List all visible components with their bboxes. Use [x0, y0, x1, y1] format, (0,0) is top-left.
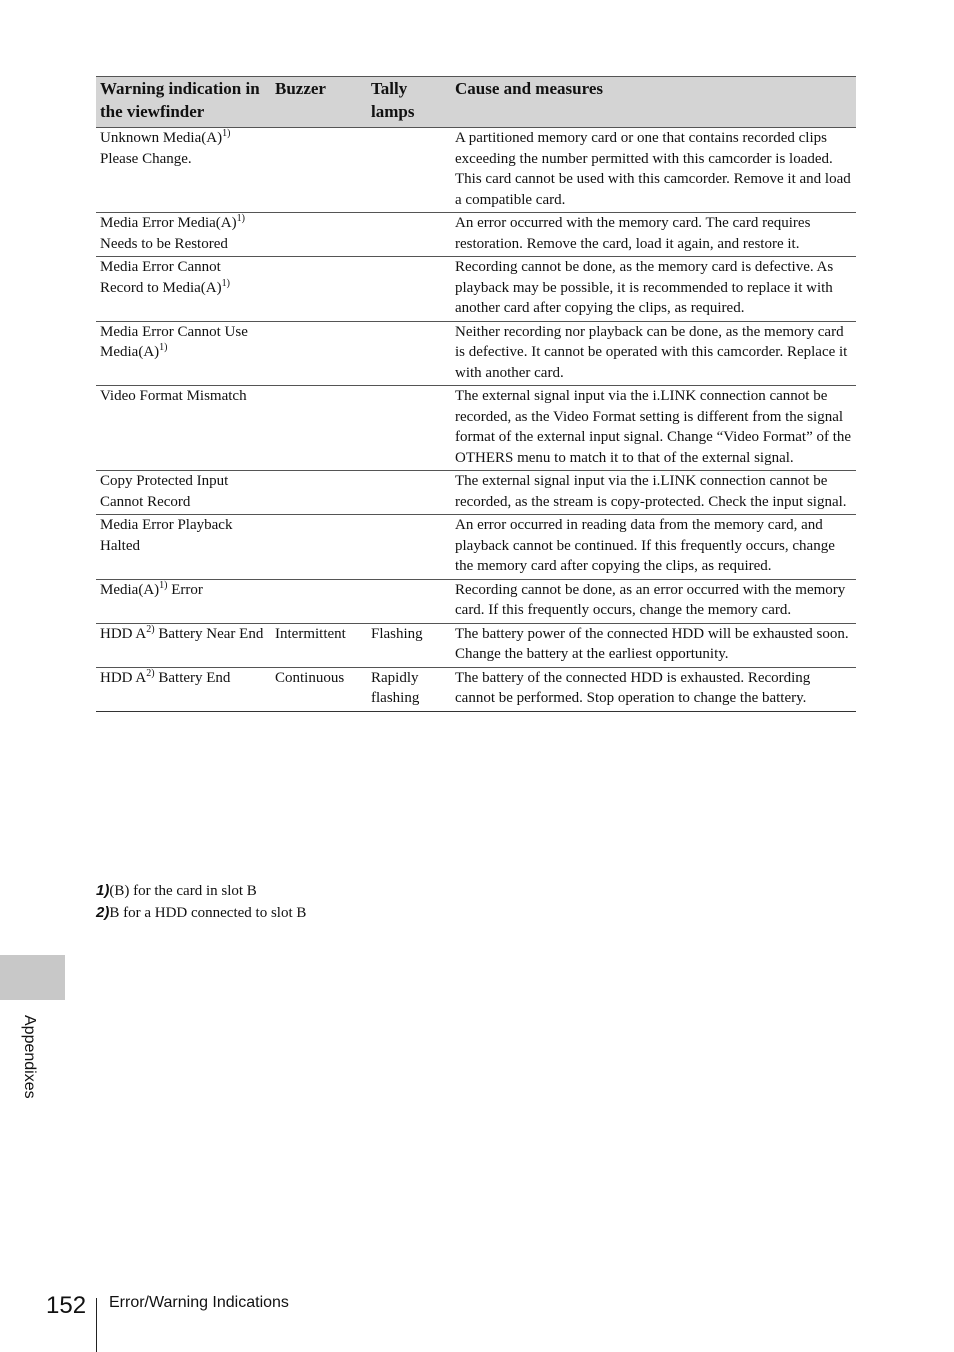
warning-cell: Media Error Cannot Record to $Media(A)^{1)}$ [96, 257, 271, 322]
cause-cell: The battery power of the connected HDD will be exhausted soon. Change the battery at the earliest opportunity. [451, 623, 856, 667]
tally-cell [367, 579, 451, 623]
cause-cell: The external signal input via the i.LINK connection cannot be recorded, as the stream is copy-protected. Check the input signal. [451, 471, 856, 515]
buzzer-cell [271, 386, 367, 471]
header-tally: Tally lamps [367, 77, 451, 128]
footnote-text: B for a HDD connected to slot B [109, 905, 307, 921]
buzzer-cell [271, 471, 367, 515]
footer-divider [96, 1298, 97, 1352]
cause-cell: A partitioned memory card or one that contains recorded clips exceeding the number permitted with this camcorder is loaded. This card cannot be used with this camcorder. Remove it and load a compatible card. [451, 128, 856, 213]
footnotes [96, 880, 306, 924]
section-tab-label: Appendixes [21, 1015, 38, 1099]
page-number: 152 [46, 1292, 87, 1319]
table-row [96, 667, 856, 711]
cause-cell: An error occurred in reading data from the memory card, and playback cannot be continued. If this frequently occurs, change the memory card after copying the clips, as required. [451, 515, 856, 580]
warning-cell: $Media(A)^{1)}$ Error [96, 579, 271, 623]
table-row [96, 623, 856, 667]
header-warning: Warning indication in the viewfinder [96, 77, 271, 128]
tally-cell: Flashing [367, 623, 451, 667]
section-tab-marker [0, 955, 65, 1000]
cause-cell: Recording cannot be done, as an error occurred with the memory card. If this frequently occurs, change the memory card. [451, 579, 856, 623]
tally-cell [367, 386, 451, 471]
warning-cell: Media Error Playback Halted [96, 515, 271, 580]
header-cause: Cause and measures [451, 77, 856, 128]
table-row [96, 386, 856, 471]
footer-title: Error/Warning Indications [109, 1294, 289, 1311]
tally-cell [367, 515, 451, 580]
tally-cell [367, 321, 451, 386]
cause-cell: The external signal input via the i.LINK connection cannot be recorded, as the Video Format setting is different from the signal format of the external input signal. Change “Video Format” of the OTHERS menu to match it to that of the external signal. [451, 386, 856, 471]
cause-cell: The battery of the connected HDD is exhausted. Recording cannot be performed. Stop operation to change the battery. [451, 667, 856, 711]
buzzer-cell [271, 213, 367, 257]
buzzer-cell [271, 321, 367, 386]
tally-cell [367, 213, 451, 257]
tally-cell [367, 257, 451, 322]
footnote-mark: 2) [96, 904, 110, 921]
warning-cell: Media Error $Media(A)^{1)}$ Needs to be Restored [96, 213, 271, 257]
footnote-text: (B) for the card in slot B [109, 883, 257, 899]
buzzer-cell: Intermittent [271, 623, 367, 667]
warning-cell: Unknown $Media(A)^{1)}$ Please Change. [96, 128, 271, 213]
header-buzzer: Buzzer [271, 77, 367, 128]
cause-cell: Recording cannot be done, as the memory card is defective. As playback may be possible, it is recommended to replace it with another card after copying the clips, as required. [451, 257, 856, 322]
table-row [96, 321, 856, 386]
warning-table-container [96, 76, 856, 712]
table-row [96, 213, 856, 257]
buzzer-cell [271, 579, 367, 623]
table-row [96, 579, 856, 623]
warning-cell: Copy Protected Input Cannot Record [96, 471, 271, 515]
warning-cell: Video Format Mismatch [96, 386, 271, 471]
tally-cell [367, 471, 451, 515]
buzzer-cell: Continuous [271, 667, 367, 711]
tally-cell [367, 128, 451, 213]
warning-cell: HDD $A^{2)}$ Battery Near End [96, 623, 271, 667]
footnote-1 [96, 880, 306, 902]
table-row [96, 257, 856, 322]
cause-cell: Neither recording nor playback can be done, as the memory card is defective. It cannot be operated with this camcorder. Replace it with another card. [451, 321, 856, 386]
table-row [96, 128, 856, 213]
table-header-row [96, 77, 856, 128]
footnote-mark: 1) [96, 882, 110, 899]
tally-cell: Rapidly flashing [367, 667, 451, 711]
table-row [96, 515, 856, 580]
buzzer-cell [271, 128, 367, 213]
footnote-2 [96, 902, 306, 924]
warning-table [96, 76, 856, 712]
buzzer-cell [271, 515, 367, 580]
warning-cell: HDD $A^{2)}$ Battery End [96, 667, 271, 711]
warning-cell: Media Error Cannot Use $Media(A)^{1)}$ [96, 321, 271, 386]
table-row [96, 471, 856, 515]
cause-cell: An error occurred with the memory card. The card requires restoration. Remove the card, load it again, and restore it. [451, 213, 856, 257]
buzzer-cell [271, 257, 367, 322]
